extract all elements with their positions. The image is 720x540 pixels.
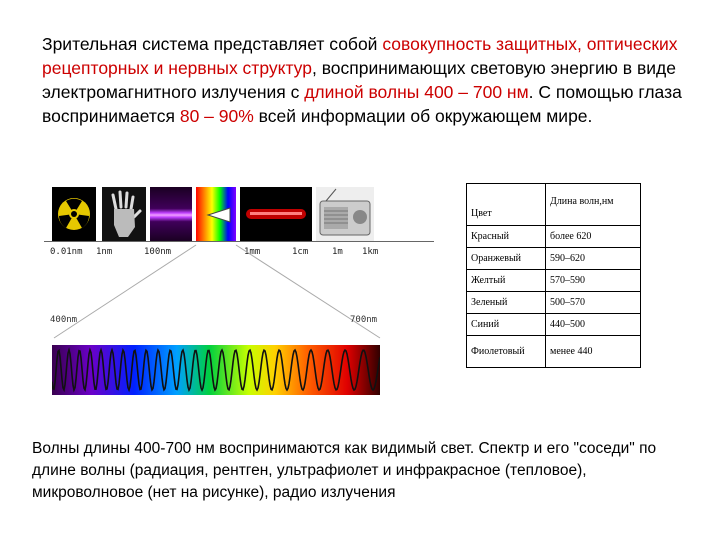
intro-highlight-percent: 80 – 90% [179,106,254,126]
cell-color: Синий [467,314,546,336]
cell-color: Фиолетовый [467,336,546,368]
intro-text: . С помощью глаза воспринимается [42,82,682,126]
cell-color: Оранжевый [467,248,546,270]
table-row [467,292,641,314]
intro-text: всей информации об окружающем мире. [253,106,593,126]
cell-wavelength: 570–590 [546,270,641,292]
table-row [467,270,641,292]
tick-label: 1mm [244,247,261,257]
electromagnetic-spectrum-figure [44,183,464,398]
table-row [467,314,641,336]
cell-wavelength: более 620 [546,226,641,248]
cell-color: Красный [467,226,546,248]
intro-text: , воспринимающих световую энергию в виде электромагнитного излучения с [42,58,676,102]
tick-label: 100nm [144,247,172,257]
caption-paragraph: Волны длины 400-700 нм воспринимаются как видимый свет. Спектр и его "соседи" по длине волны (радиация, рентген, ультрафиолет и инфракрасное (тепловое), микроволновое (нет на рисунке), радио излучения [32,440,657,501]
cell-color: Зеленый [467,292,546,314]
cell-wavelength: 500–570 [546,292,641,314]
color-wavelength-table [466,183,641,368]
intro-text: Зрительная система представляет собой [42,34,383,54]
tick-label: 1m [332,247,343,257]
header-color: Цвет [467,184,546,226]
range-end-label: 700nm [350,315,378,325]
intro-highlight-structures: совокупность защитных, оптических рецепторных и нервных структур [42,34,678,78]
table-row [467,336,641,368]
tick-label: 1km [362,247,379,257]
intro-highlight-wavelength: длиной волны 400 – 700 нм [304,82,529,102]
range-start-label: 400nm [50,315,78,325]
cell-wavelength: 590–620 [546,248,641,270]
intro-paragraph [42,32,682,128]
cell-wavelength: 440–500 [546,314,641,336]
table-row [467,248,641,270]
header-wavelength: Длина волн,нм [546,184,641,226]
tick-label: 1cm [292,247,309,257]
tick-label: 1nm [96,247,113,257]
table-header-row [467,184,641,226]
cell-wavelength: менее 440 [546,336,641,368]
table-row [467,226,641,248]
cell-color: Желтый [467,270,546,292]
visible-spectrum-wave [52,345,380,395]
tick-label: 0.01nm [50,247,83,257]
